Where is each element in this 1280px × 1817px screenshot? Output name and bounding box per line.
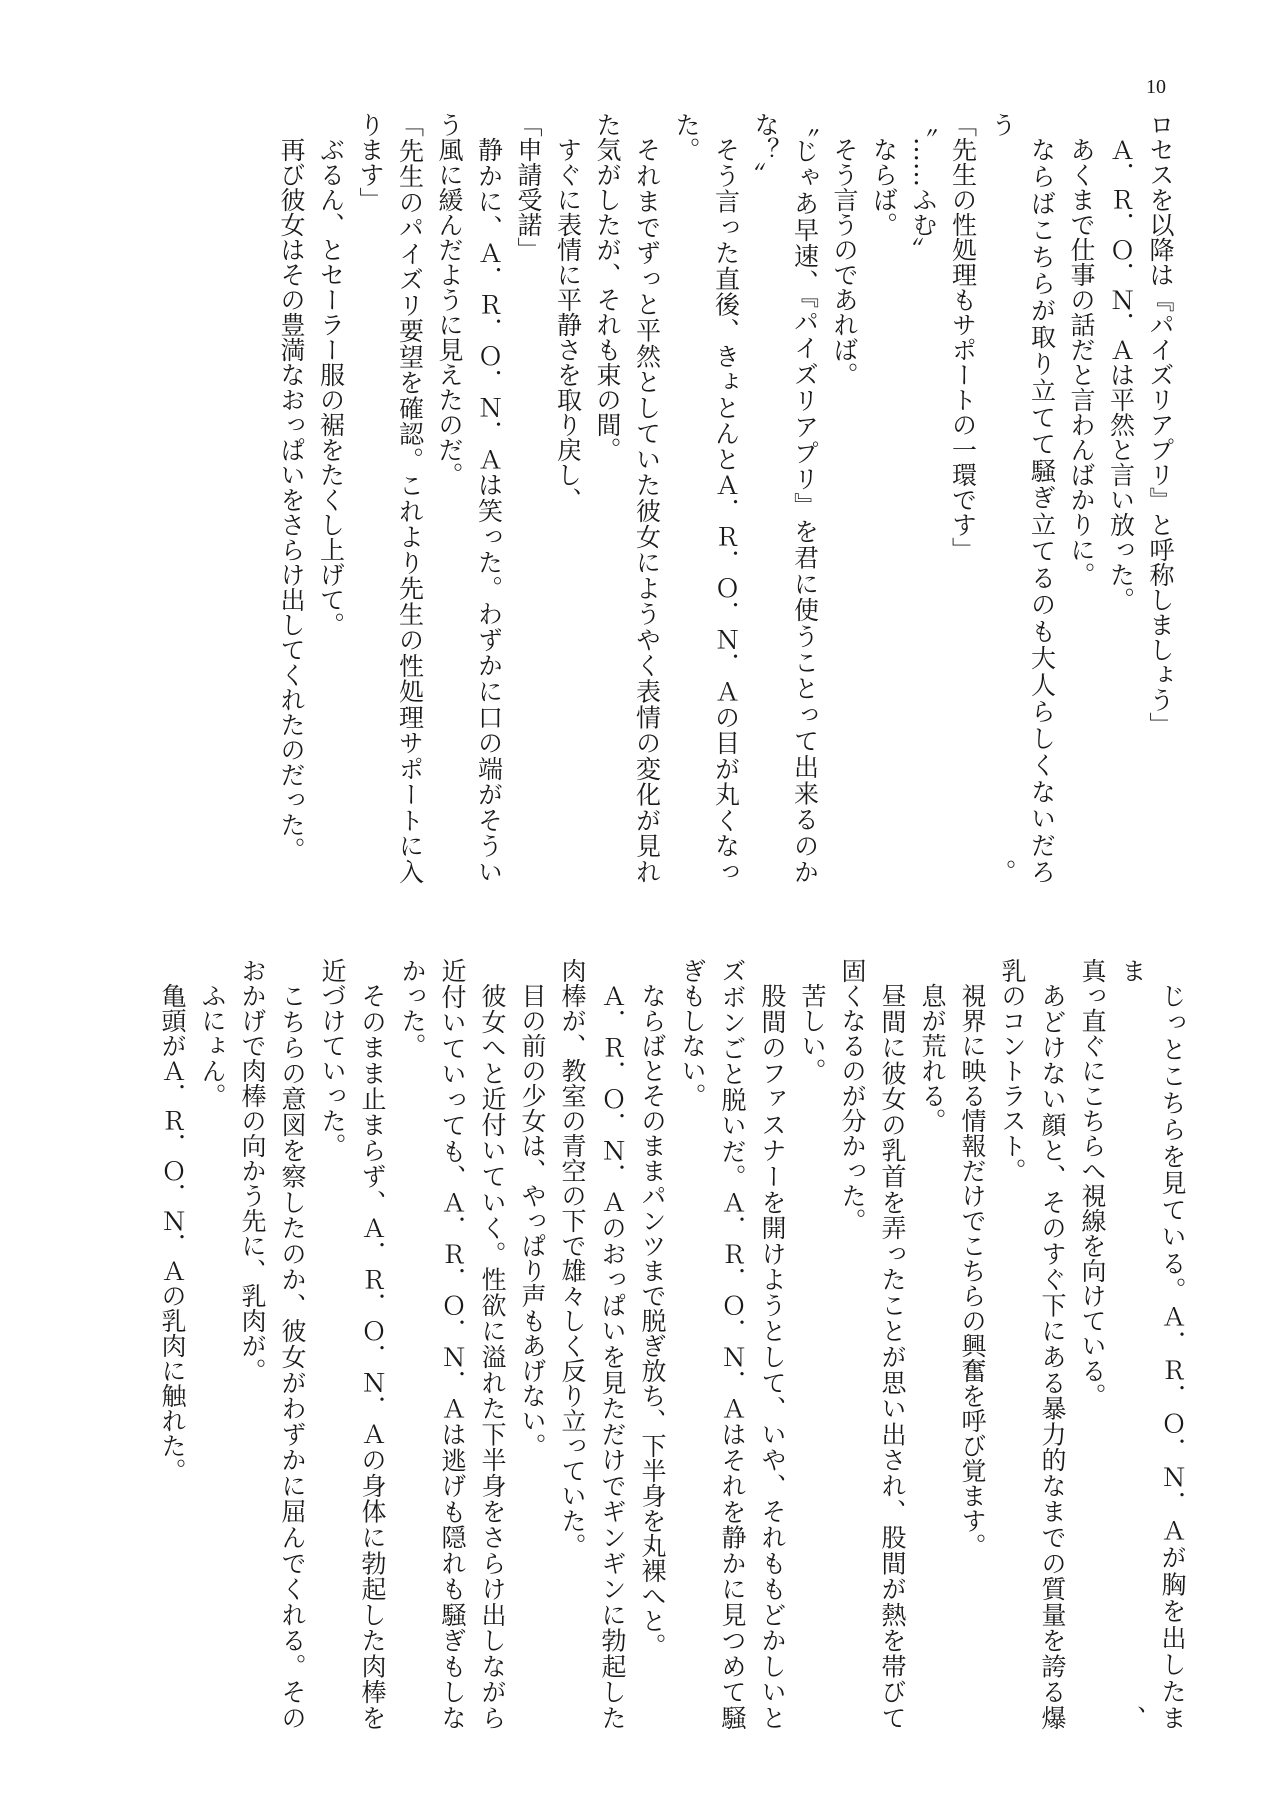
text-line: じっとこちらを見ている。Ａ．Ｒ．Ｏ．Ｎ．Ａが胸を出したまま、 xyxy=(1118,958,1187,1730)
text-line: すぐに表情に平静さを取り戻し、 xyxy=(553,137,583,512)
text-line: 真っ直ぐにこちらへ視線を向けている。 xyxy=(1078,958,1107,1408)
text-line: う風に緩んだように見えたのだ。 xyxy=(435,112,464,487)
text-line: 昼間に彼女の乳首を弄ったことが思い出され、股間が熱を帯びて xyxy=(878,983,907,1730)
text-line: 息が荒れる。 xyxy=(918,983,947,1133)
text-line: 近付いていっても、Ａ．Ｒ．Ｏ．Ｎ．Ａは逃げも隠れも騒ぎもしな xyxy=(438,958,467,1730)
text-line: Ａ．Ｒ．Ｏ．Ｎ．Ａのおっぱいを見ただけでギンギンに勃起した xyxy=(598,983,627,1730)
text-line: そのまま止まらず、Ａ．Ｒ．Ｏ．Ｎ．Ａの身体に勃起した肉棒を xyxy=(358,983,387,1730)
text-line: ならばとそのままパンツまで脱ぎ放ち、下半身を丸裸へと。 xyxy=(638,983,667,1658)
upper-text-block xyxy=(272,112,1181,884)
text-line: 亀頭がＡ．Ｒ．Ｏ．Ｎ．Ａの乳肉に触れた。 xyxy=(158,983,187,1483)
text-line: 乳のコントラスト。 xyxy=(998,958,1027,1183)
text-line: かった。 xyxy=(398,958,427,1058)
text-line: ロセスを以降は『パイズリアプリ』と呼称しましょう」 xyxy=(1146,112,1175,737)
text-line: 再び彼女はその豊満なおっぱいをさらけ出してくれたのだった。 xyxy=(277,137,306,862)
text-line: た。 xyxy=(672,112,701,162)
text-line: Ａ．Ｒ．Ｏ．Ｎ．Ａは平然と言い放った。 xyxy=(1106,137,1136,612)
text-line: ならばこちらが取り立てて騒ぎ立てるのも大人らしくないだろう。 xyxy=(988,112,1057,884)
text-line: ぶるん、とセーラー服の裾をたくし上げて。 xyxy=(316,137,346,637)
text-line: 「先生のパイズリ要望を確認。これより先生の性処理サポートに入 xyxy=(395,112,425,884)
text-line: 視界に映る情報だけでこちらの興奮を呼び覚ます。 xyxy=(958,983,987,1558)
text-line: 彼女へと近付いていく。性欲に溢れた下半身をさらけ出しながら xyxy=(478,983,507,1730)
page-number: 10 xyxy=(1146,76,1166,98)
text-line: 固くなるのが分かった。 xyxy=(838,958,867,1233)
lower-text-block xyxy=(152,958,1192,1730)
text-line: それまでずっと平然としていた彼女にようやく表情の変化が見れ xyxy=(632,137,662,884)
text-line: な？〟 xyxy=(751,112,780,187)
text-line: ならば。 xyxy=(869,137,899,237)
text-line: おかげで肉棒の向かう先に、乳肉が。 xyxy=(238,958,267,1383)
text-line: 苦しい。 xyxy=(798,983,827,1083)
text-line: 目の前の少女は、やっぱり声もあげない。 xyxy=(518,983,547,1458)
text-line: 「先生の性処理もサポートの一環です」 xyxy=(948,112,978,562)
text-line: ふにょん。 xyxy=(198,983,227,1108)
text-line: 「申請受諾」 xyxy=(514,112,543,262)
text-line: ズボンごと脱いだ。Ａ．Ｒ．Ｏ．Ｎ．Ａはそれを静かに見つめて騒 xyxy=(718,958,747,1730)
text-line: そう言うのであれば。 xyxy=(830,137,859,387)
text-line: 〝……ふむ〟 xyxy=(909,112,938,262)
text-line: こちらの意図を察したのか、彼女がわずかに屈んでくれる。その xyxy=(278,983,307,1730)
text-line: ぎもしない。 xyxy=(678,958,707,1108)
text-line: 近づけていった。 xyxy=(318,958,347,1158)
text-line: そう言った直後、きょとんとＡ．Ｒ．Ｏ．Ｎ．Ａの目が丸くなっ xyxy=(711,137,741,884)
text-line: あどけない顔と、そのすぐ下にある暴力的なまでの質量を誇る爆 xyxy=(1038,983,1067,1730)
text-line: た気がしたが、それも束の間。 xyxy=(593,112,622,462)
text-line: 〝じゃあ早速、『パイズリアプリ』を君に使うことって出来るのか xyxy=(790,112,820,884)
text-line: 静かに、Ａ．Ｒ．Ｏ．Ｎ．Ａは笑った。わずかに口の端がそうい xyxy=(474,137,504,884)
text-line: ります」 xyxy=(356,112,385,212)
text-line: 肉棒が、教室の青空の下で雄々しく反り立っていた。 xyxy=(558,958,587,1558)
text-line: あくまで仕事の話だと言わんばかりに。 xyxy=(1067,137,1096,587)
text-line: 股間のファスナーを開けようとして、いや、それももどかしいと xyxy=(758,983,787,1730)
